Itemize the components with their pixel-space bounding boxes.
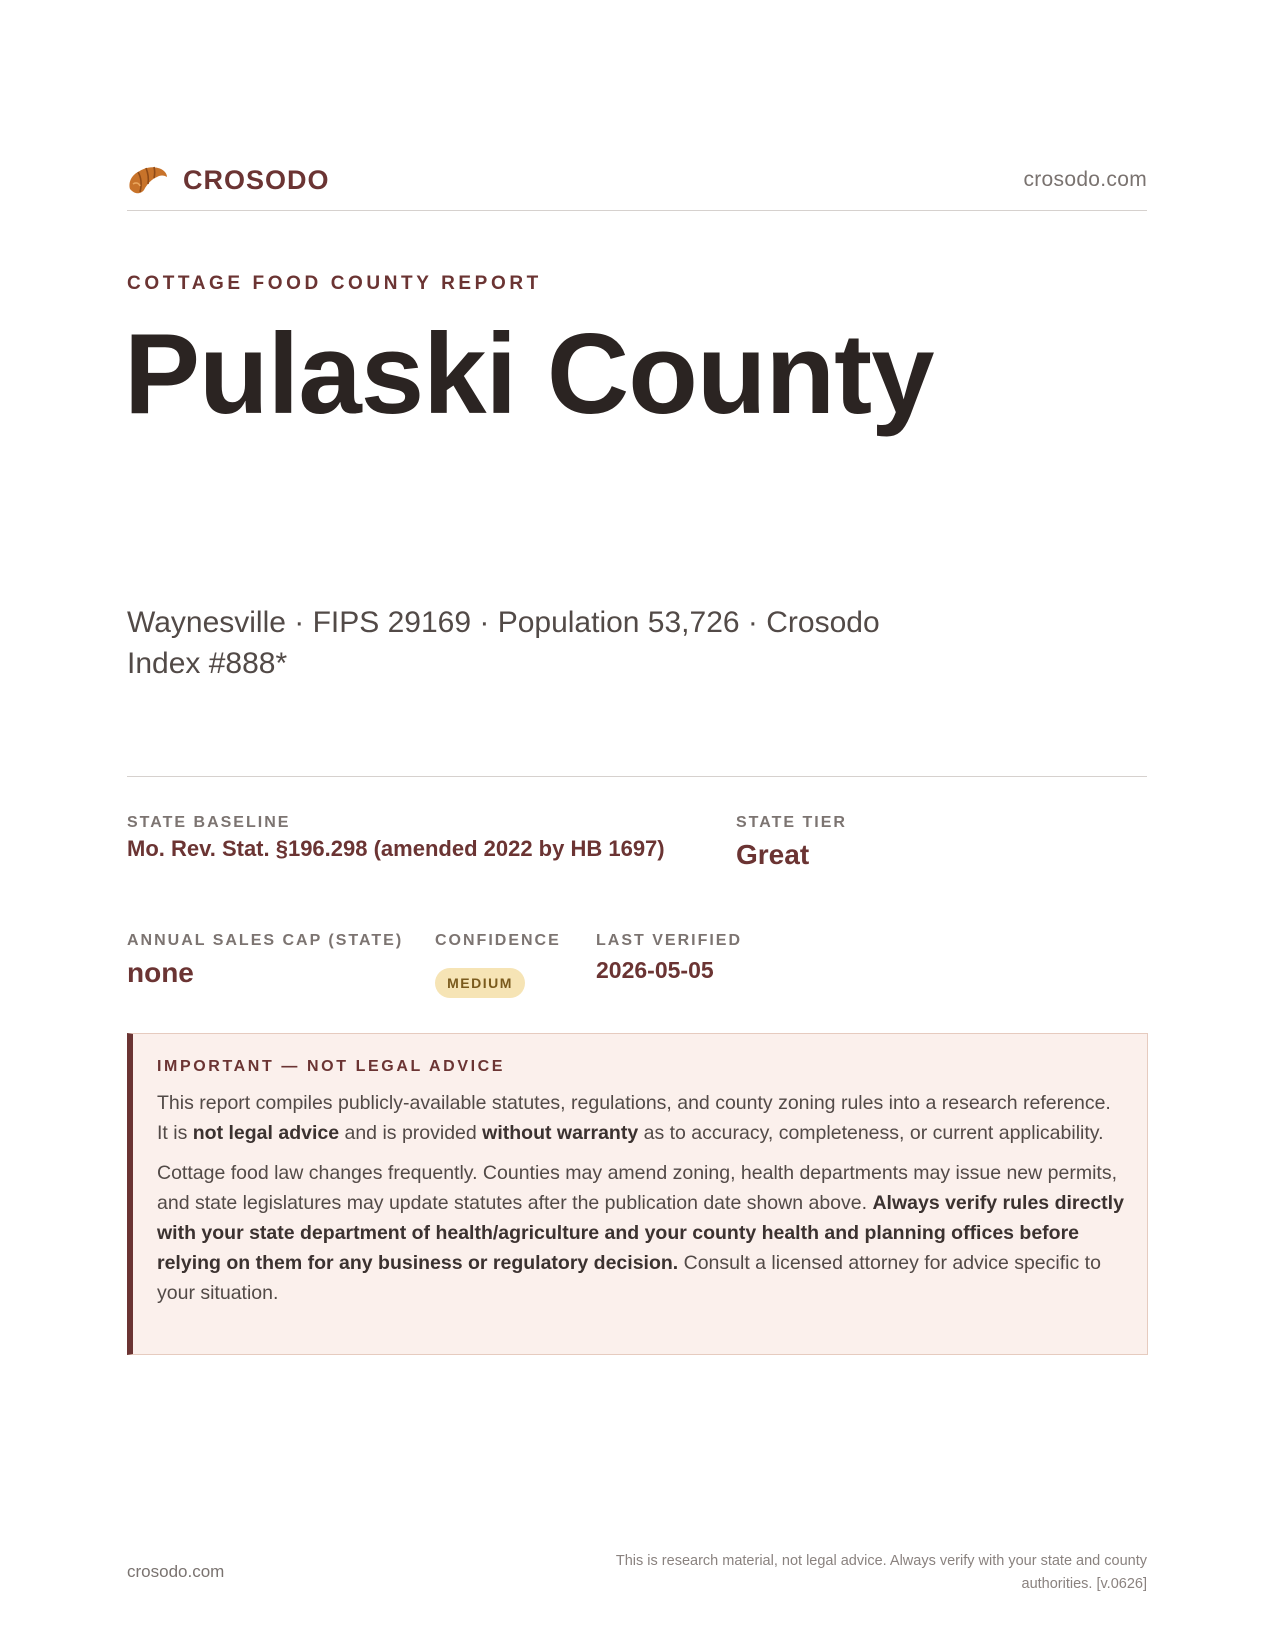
callout-body: [157, 1088, 1127, 1318]
disclaimer-text: Cottage food law changes frequently. Counties may amend zoning, health departments may issue new permits, and state legislatures may update statutes after the publication date shown above.: [157, 1162, 1117, 1214]
footer-disclaimer: This is research material, not legal advice. Always verify with your state and county authorities. [v.0626]: [615, 1553, 1147, 1592]
header-url-link[interactable]: crosodo.com: [1023, 168, 1147, 191]
sales-cap-label: ANNUAL SALES CAP (STATE): [127, 932, 404, 949]
brand-name: CROSODO: [183, 164, 330, 195]
croissant-icon: [127, 162, 169, 198]
legal-disclaimer-callout: [127, 1033, 1148, 1355]
confidence-badge: MEDIUM: [435, 968, 525, 998]
disclaimer-emphasis: not legal advice: [192, 1122, 340, 1144]
last-verified-label: LAST VERIFIED: [596, 932, 743, 949]
disclaimer-text: and is provided: [339, 1122, 483, 1144]
state-baseline-label: STATE BASELINE: [127, 814, 291, 831]
report-header: [127, 158, 1147, 211]
disclaimer-text: as to accuracy, completeness, or current applicability.: [638, 1122, 1104, 1144]
disclaimer-emphasis: Always verify rules directly with your state department of health/agriculture and your county health and planning offices before relying on them for any business or regulatory decision.: [157, 1192, 1124, 1274]
disclaimer-emphasis: without warranty: [482, 1122, 639, 1144]
state-tier-label: STATE TIER: [736, 814, 847, 831]
report-eyebrow: COTTAGE FOOD COUNTY REPORT: [127, 273, 542, 294]
sales-cap-value: none: [127, 957, 194, 988]
callout-title: IMPORTANT — NOT LEGAL ADVICE: [157, 1058, 506, 1075]
last-verified-value: 2026-05-05: [596, 957, 714, 983]
section-divider: [127, 776, 1147, 777]
report-subtitle: Waynesville · FIPS 29169 · Population 53,726 · Crosodo Index #888*: [127, 606, 880, 680]
brand[interactable]: [127, 162, 330, 198]
disclaimer-text: This report compiles publicly-available statutes, regulations, and county zoning rules into a research reference. It is: [157, 1092, 1111, 1144]
page-title: Pulaski County: [124, 311, 934, 438]
state-tier-value: Great: [736, 839, 810, 870]
state-baseline-value: Mo. Rev. Stat. §196.298 (amended 2022 by HB 1697): [127, 836, 665, 861]
confidence-label: CONFIDENCE: [435, 932, 561, 949]
disclaimer-text: Consult a licensed attorney for advice specific to your situation.: [157, 1252, 1101, 1304]
disclaimer-paragraph-1: [157, 1088, 1127, 1148]
footer-url-link[interactable]: crosodo.com: [127, 1562, 225, 1581]
disclaimer-paragraph-2: [157, 1158, 1127, 1308]
report-page: [124, 0, 1147, 1650]
